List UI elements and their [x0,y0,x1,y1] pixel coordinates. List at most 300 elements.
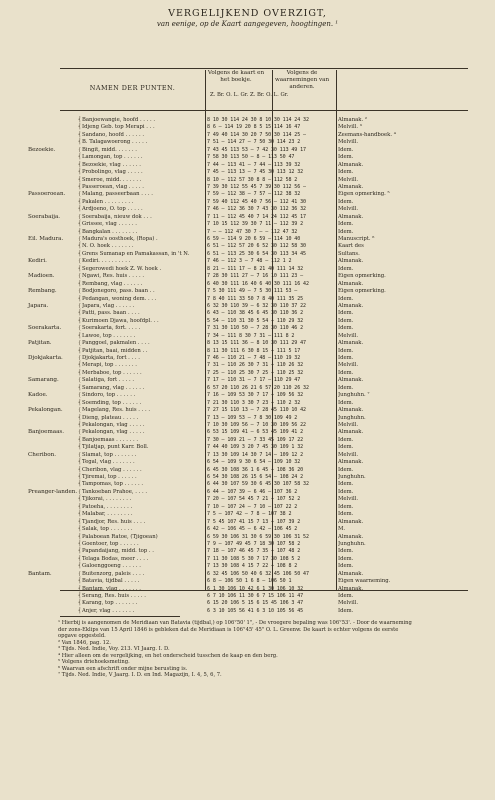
table-header [60,70,468,110]
authority: Melvill. ³ [338,124,362,131]
row-brace: ⎨ [78,243,82,250]
place-name: Soemding, top . . . . . . [82,399,142,406]
coordinate-subheader: Z. Br. O. L. Gr. Z. Br. O. L. Gr. [210,92,289,98]
place-name: Djokjakarta, fort . . . . [82,355,140,361]
authority: Almanak. [338,213,364,220]
row-brace: ⎨ [78,317,82,324]
footnote: opgave opgesteld. [58,633,106,639]
coordinates: 7 46 — 112 36 30 7 43 30 112 36 32 [207,206,306,213]
coordinates: 7 10 — 107 24 — 7 10 — 107 22 2 [207,503,298,510]
row-brace: ⎨ [78,169,82,176]
coordinates: 7 58 30 113 50 — 8 — 113 50 47 [207,154,295,161]
coordinates: 7 39 30 112 55 45 7 39 30 112 56 — [207,183,306,190]
table-row [0,600,495,607]
table-row [0,132,495,139]
table-row [0,251,495,258]
region: Patjitan. [28,340,52,347]
coordinates: 7 46 — 110 21 — 7 48 — 110 19 32 [207,355,301,361]
place-name: Tjilatjap, punt Karr. Boll. [82,444,149,451]
place-name: Bangkalan . . . . . . . . [82,228,138,235]
place-name: Kurimoen Djawa, hoofdpl. . . [82,317,159,324]
authority: Idem. [338,265,354,272]
place-name: Tjikorai, . . . . . . . . [82,496,132,503]
row-brace: ⎨ [78,221,82,228]
row-brace: { [78,429,82,436]
header-bottom-rule [60,110,468,111]
row-brace: { [78,340,82,347]
table-row [0,608,495,615]
coordinates: 7 25 — 110 25 30 7 25 — 110 25 32 [207,369,304,376]
coordinates: 7 20 — 107 54 45 7 21 — 107 52 2 [207,496,301,503]
authority: Melvill. [338,206,359,213]
table-row [0,162,495,169]
coordinates: 6 53 15 109 41 — 6 53 45 109 41 2 [207,429,304,436]
authority: Melvill. [338,600,359,607]
place-name: Passeroean, vlag . . . . . [82,183,144,190]
table-row [0,281,495,288]
coordinates: 7 5 — 107 42 — 7 8 — 107 38 2 [207,511,292,518]
row-brace: { [78,302,82,309]
row-brace: ⎨ [78,154,82,161]
table-row [0,586,495,593]
authority: Almanak. [338,161,364,168]
authority: Idem. [338,607,354,614]
coordinates: 6 7 10 106 11 30 6 7 15 106 11 47 [207,593,304,599]
region: Passoeroean. [28,191,66,198]
coordinates: 7 13 — 109 53 — 7 8 30 109 49 2 [207,414,298,421]
authority: Idem. [338,221,354,228]
row-brace: { [78,488,82,495]
row-brace: ⎨ [78,198,82,205]
coordinates: 7 51 — 114 27 — 7 50 30 114 23 2 [207,139,301,146]
table-row [0,214,495,221]
authority: Idem. [338,593,354,599]
row-brace: { [78,213,82,220]
footnote-rule [60,616,180,617]
table-row [0,392,495,399]
authority: Idem. [338,555,354,562]
table-row [0,489,495,496]
coordinates: 7 10 30 109 56 — 7 10 30 109 56 22 [207,421,306,428]
coordinates: 7 28 30 111 27 — 7 16 10 111 23 — [207,273,304,280]
place-name: Probolingo, vlag . . . . . [82,169,143,176]
table-row [0,563,495,570]
footnote: ⁶ Waarvan een afschrift onder mijne berusting is. [58,665,188,672]
place-name: Lamongan, top . . . . . . [82,154,143,161]
row-brace: ⎨ [78,228,82,235]
table-row [0,593,495,600]
table-row [0,437,495,444]
authority: Almanak. ² [338,117,367,123]
authority: Junghuhn. [338,540,366,547]
place-name: Patjitan, baai, midden . . [82,347,148,354]
coordinates: 7 10 15 112 39 30 7 11 — 112 39 2 [207,221,304,228]
coordinates: 7 11 — 112 45 40 7 14 24 112 45 17 [207,213,306,220]
authority: Idem. [338,355,354,361]
coordinates: 7 18 — 107 46 45 7 35 — 107 48 2 [207,548,301,555]
table-top-rule [60,68,468,69]
authority: Idem. [338,488,354,495]
authority: Eigen waarneming. [338,578,391,585]
row-brace: ⎨ [78,280,82,287]
place-name: Rembang, vlag . . . . . . [82,280,143,287]
table-row [0,474,495,481]
coordinates: 7 31 — 110 26 30 7 31 — 110 26 32 [207,362,304,369]
table-row [0,348,495,355]
row-brace: { [78,407,82,414]
coordinates: 6 40 30 111 16 40 6 40 30 111 16 42 [207,280,309,287]
place-name: Grens Sumanap en Pamakassan, in 't N. [82,250,190,257]
place-name: Ngawi, Res. huis . . . . . [82,273,145,280]
place-name: Papandaijang, midd. top . . [82,548,154,555]
table-row [0,452,495,459]
table-row [0,571,495,578]
region: Kediri. [28,258,47,265]
coordinates: 7 44 40 109 3 20 7 45 30 109 1 32 [207,444,304,451]
row-brace: { [78,273,82,280]
coordinates: 7 49 40 114 30 20 7 50 30 114 25 — [207,131,306,138]
place-name: Banjoewangie, hoofd . . . . . [82,117,156,123]
row-brace: ⎨ [78,563,82,570]
footnote: ⁷ Tijds. Ned. Indie, V Jaarg. I. D. en Ind. Magazijn, I. 4, 5, 6, 7. [58,672,222,678]
place-name: Galoenggoeng . . . . . . [82,563,141,570]
authority: Melvill. [338,362,359,369]
table-row [0,429,495,436]
authority: Almanak. [338,518,364,525]
table-row [0,548,495,555]
table-row [0,147,495,154]
region: Soerabaija. [28,213,61,220]
authority: Idem. [338,146,354,153]
place-name: Magelang, Res. huis . . . . [82,407,151,414]
authority: Idem. [338,228,354,235]
place-name: Dieng, plateau . . . . . [82,414,139,421]
region: Bezoekie. [28,146,56,153]
coordinates: 7 9 — 107 49 45 7 18 30 107 58 2 [207,540,301,547]
coordinates: 6 59 30 106 31 30 6 59 30 106 31 52 [207,533,309,540]
row-brace: ⎨ [78,593,82,599]
authority: Almanak. [338,280,364,287]
place-name: Bantam, vlag . . . . . . . [82,585,141,592]
place-name: Malang, passeerbaan . . . . [82,191,153,198]
row-brace: ⎨ [78,436,82,443]
table-row [0,318,495,325]
authority: Almanak. [338,377,364,384]
coordinates: 7 59 40 112 45 40 7 56 — 112 41 30 [207,198,306,205]
coordinates: 6 54 30 108 26 15 6 54 — 108 24 2 [207,474,304,480]
row-brace: ⎨ [78,526,82,533]
place-name: Tjiremai, top . . . . . . [82,474,137,480]
table-row [0,139,495,146]
coordinates: 6 32 45 106 50 40 6 32 45 106 50 47 [207,570,309,577]
table-row [0,578,495,585]
table-row [0,504,495,511]
coordinates: 7 8 40 111 33 50 7 8 40 111 35 25 [207,295,304,302]
place-name: Slamat, top . . . . . . . [82,451,137,458]
row-brace: { [78,191,82,198]
authority: Idem. [338,563,354,570]
row-brace: { [78,392,82,399]
place-name: Kediri. . . . . . . . . . [82,258,131,265]
coordinates: 7 43 45 113 53 — 7 42 30 113 49 17 [207,146,306,153]
authority: Melvill. [338,496,359,503]
row-brace: ⎨ [78,600,82,607]
table-row [0,310,495,317]
coordinates: 6 44 — 107 39 — 6 46 — 107 36 2 [207,488,298,495]
authority: Almanak. [338,585,364,592]
row-brace: ⎨ [78,399,82,406]
region: Soerakarta. [28,325,62,332]
authority: Idem. [338,169,354,176]
row-brace: ⎨ [78,466,82,473]
authority: Eigen opmerking. [338,288,386,295]
authority: Idem. [338,310,354,317]
coordinates: 6 43 — 110 38 45 6 45 30 110 36 2 [207,310,304,317]
authority: Almanak. [338,533,364,540]
footnote: ⁴ Hier alleen om de vergelijking, en het onderscheid tusschen de kaap en den berg. [58,652,278,659]
authority: Idem. [338,198,354,205]
row-brace: ⎨ [78,332,82,339]
coordinates: 6 44 30 107 59 30 6 45 30 107 58 32 [207,481,309,488]
place-name: Karang, top . . . . . . . [82,600,138,607]
row-brace: { [78,355,82,361]
table-row [0,117,495,124]
coordinates: 7 5 45 107 41 15 7 13 — 107 39 2 [207,518,301,525]
table-row [0,467,495,474]
place-name: Banjoemaas . . . . . . . [82,436,139,443]
table-row [0,415,495,422]
place-name: Tegal, vlag . . . . . . . [82,459,135,466]
authority: Idem. [338,511,354,518]
authority: Eigen opmerking. [338,273,386,280]
row-brace: ⎨ [78,183,82,190]
row-brace: ⎨ [78,124,82,131]
page-subtitle: van eenige, op de Kaart aangegeven, hoogtingen. ¹ [156,20,339,28]
place-name: Idjeng Geb. top Merapi . . . [82,124,155,131]
table-row [0,184,495,191]
row-brace: ⎨ [78,414,82,421]
authority: Idem. [338,317,354,324]
table-row [0,199,495,206]
authority: Sultans. [338,250,360,257]
place-name: Salak, top . . . . . . . [82,526,133,533]
table-row [0,266,495,273]
coordinates: 7 11 30 108 5 30 7 17 30 108 5 2 [207,555,301,562]
place-name: Smeroe, midd. . . . . . . [82,176,142,183]
authority: Melvill. [338,176,359,183]
row-brace: ⎨ [78,176,82,183]
coordinates: 7 16 — 109 53 30 7 17 — 109 56 32 [207,392,304,399]
table-row [0,221,495,228]
authority: Almanak. [338,302,364,309]
footnotes [58,620,478,679]
table-row [0,206,495,213]
row-brace: ⎨ [78,496,82,503]
region: Banjoemaas. [28,429,65,436]
row-brace: ⎨ [78,161,82,168]
authority: Melvill. [338,139,359,146]
region: Cheribon. [28,451,56,458]
place-name: Goentoer, top . . . . . . [82,540,139,547]
row-brace: { [78,288,82,295]
place-name: Bodjonegoro, pass. baan . . [82,288,155,295]
row-brace: ⎨ [78,444,82,451]
authority: Almanak. [338,183,364,190]
row-brace: ⎨ [78,555,82,562]
region: Preanger-landen. [28,488,78,495]
place-name: Tjandjor, Res. huis . . . . [82,518,146,525]
row-brace: ⎨ [78,347,82,354]
place-name: Batavia, tijdbal . . . . . [82,578,140,585]
coordinates: 6 45 30 108 36 1 6 45 — 108 36 20 [207,466,304,473]
row-brace: ⎨ [78,362,82,369]
authority: Idem. [338,436,354,443]
table-row [0,556,495,563]
authority: Idem. [338,399,354,406]
row-brace: ⎨ [78,511,82,518]
row-brace: ⎨ [78,139,82,146]
authority: Almanak. [338,258,364,265]
coordinates: 8 13 15 111 36 — 8 10 30 111 29 47 [207,340,306,347]
place-name: N. O. hoek . . . . . . . [82,243,134,250]
row-brace: ⎨ [78,250,82,257]
place-name: Anjer, vlag . . . . . . . [82,607,135,614]
coordinates: 6 32 30 110 39 — 6 32 30 110 37 22 [207,302,306,309]
coordinates: 7 27 15 110 13 — 7 28 45 110 10 42 [207,407,306,414]
authority: Idem. [338,347,354,354]
coordinates: 8 21 — 111 17 — 8 21 40 111 14 32 [207,265,304,272]
coordinates: 6 15 20 106 5 15 6 15 45 106 3 47 [207,600,304,607]
table-row [0,526,495,533]
coordinates: 7 — — 112 47 30 7 — — 112 47 32 [207,228,298,235]
authority: Eigen opmerking. ⁵ [338,191,390,198]
place-name: Segerowedi hoek Z. W. hoek . [82,265,162,272]
authority: Junghuhn. [338,414,366,421]
authority: M. [338,526,346,533]
row-brace: ⎨ [78,474,82,480]
row-brace: { [78,570,82,577]
coordinates: 6 1 30 106 10 42 6 1 30 106 10 32 [207,585,304,592]
place-name: Panggoel, pakmalen . . . . [82,340,150,347]
place-name: Pekalongan, vlag . . . . . [82,429,145,436]
authority: Almanak. [338,340,364,347]
authority: Melvill. [338,332,359,339]
authority: Melvill. [338,451,359,458]
place-name: Pekalongan, vlag . . . . . [82,421,145,428]
coordinates: 7 17 — 110 31 — 7 17 — 110 29 47 [207,377,301,384]
coordinates: 8 10 — 112 57 30 8 8 — 112 58 2 [207,176,298,183]
table-row [0,243,495,250]
authority: Almanak. [338,570,364,577]
authority: Idem. [338,154,354,161]
table-row [0,407,495,414]
row-brace: { [78,258,82,265]
place-name: Soerakarta, fort. . . . . [82,325,141,332]
place-name: Pedangan, woning dem. . . . [82,295,157,302]
coordinates: 7 5 30 111 49 — 7 5 30 111 53 — [207,288,298,295]
coordinates: 7 44 — 113 41 — 7 44 — 113 39 32 [207,161,301,168]
place-name: Patoeha, . . . . . . . . [82,503,133,510]
table-row [0,496,495,503]
row-brace: ⎨ [78,310,82,317]
authority: Idem. [338,295,354,302]
region: Japara. [28,302,49,309]
authority: Zeemans-handboek. ⁴ [338,131,396,138]
table-row [0,362,495,369]
coordinates: 6 8 — 106 50 1 6 8 — 106 50 1 [207,578,292,585]
table-row [0,459,495,466]
table-row [0,400,495,407]
authority: Almanak. [338,429,364,436]
others-column-header: Volgens de waarnemingen van anderen. [274,70,330,90]
row-brace: ⎨ [78,384,82,391]
place-name: Tampomas, top . . . . . . [82,481,144,488]
coordinates: 6 42 — 106 45 — 6 42 — 106 45 2 [207,526,298,533]
row-brace: ⎨ [78,578,82,585]
row-brace: ⎨ [78,131,82,138]
coordinates: 8 11 30 111 6 30 8 15 — 111 5 17 [207,347,301,354]
table-row [0,355,495,362]
row-brace: ⎨ [78,481,82,488]
region: Samarang. [28,377,59,384]
table-row [0,154,495,161]
coordinates: 7 30 — 109 21 — 7 33 45 109 17 22 [207,436,304,443]
table-body [0,117,495,615]
place-name: Madura's oosthoek, (Ropa) . [82,236,158,242]
row-brace: ⎨ [78,117,82,123]
region: Djokjakarta. [28,355,63,361]
coordinates: 6 51 — 112 57 20 6 52 30 112 58 30 [207,243,306,250]
place-name: Ardjoeno, O. top . . . . . [82,206,143,213]
row-brace: ⎨ [78,421,82,428]
coordinates: 6 54 — 109 9 30 6 54 — 109 10 32 [207,459,301,466]
table-row [0,511,495,518]
table-row [0,229,495,236]
row-brace: ⎨ [78,585,82,592]
row-brace: ⎨ [78,459,82,466]
table-row [0,258,495,265]
place-name: Japara, vlag . . . . . . [82,302,135,309]
authority: Junghuhn. ⁷ [338,392,370,399]
table-row [0,519,495,526]
authority: Idem. [338,325,354,332]
table-row [0,385,495,392]
authority: Manuscript. ⁶ [338,236,375,242]
place-name: Patti, pass. baan . . . . [82,310,140,317]
place-name: Malabar, . . . . . . . . [82,511,133,518]
names-header: NAMEN DER PUNTEN. [89,84,176,92]
row-brace: { [78,451,82,458]
row-brace: { [78,236,82,242]
coordinates: 6 59 — 114 9 20 6 59 — 114 10 40 [207,236,301,242]
map-column-header: Volgens de kaart en het boekje. [207,70,265,83]
authority: Junghuhn. [338,474,366,480]
table-row [0,422,495,429]
region: Pekalongan. [28,407,63,414]
region: Rembang. [28,288,57,295]
table-row [0,333,495,340]
authority: Almanak. [338,459,364,466]
table-row [0,340,495,347]
table-row [0,325,495,332]
row-brace: { [78,325,82,332]
region: Eil. Madura. [28,236,64,242]
place-name: Merbaboe, top . . . . . . [82,369,142,376]
coordinates: 7 59 — 112 38 — 7 57 — 112 38 32 [207,191,301,198]
table-row [0,370,495,377]
row-brace: ⎨ [78,607,82,614]
authority: Idem. [338,481,354,488]
